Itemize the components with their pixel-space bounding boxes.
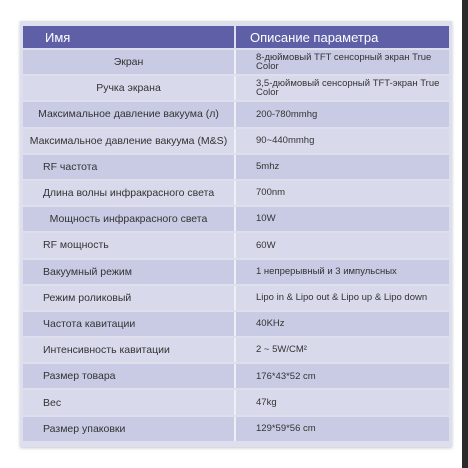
parameter-value: 1 непрерывный и 3 импульсных (236, 260, 449, 284)
table-row (23, 155, 449, 179)
spec-table (23, 24, 449, 443)
parameter-value: 10W (236, 207, 449, 231)
parameter-name: Экран (23, 50, 236, 74)
table-row (23, 233, 449, 257)
parameter-name: Вес (23, 390, 236, 414)
table-row (23, 129, 449, 153)
parameter-name: Размер упаковки (23, 417, 236, 441)
parameter-name: Частота кавитации (23, 312, 236, 336)
parameter-name: RF частота (23, 155, 236, 179)
parameter-name: Максимальное давление вакуума (M&S) (23, 129, 236, 153)
parameter-name: Мощность инфракрасного света (23, 207, 236, 231)
table-row (23, 102, 449, 126)
parameter-value: 700nm (236, 181, 449, 205)
parameter-value: 200-780mmhg (236, 102, 449, 126)
parameter-value: 47kg (236, 390, 449, 414)
table-row (23, 260, 449, 284)
parameter-value: 2 ~ 5W/CM² (236, 338, 449, 362)
right-edge-strip (462, 0, 468, 468)
table-row (23, 207, 449, 231)
parameter-value: 5mhz (236, 155, 449, 179)
table-row (23, 76, 449, 100)
table-row (23, 390, 449, 414)
table-row (23, 50, 449, 74)
parameter-name: Максимальное давление вакуума (л) (23, 102, 236, 126)
table-row (23, 286, 449, 310)
parameter-name: Режим роликовый (23, 286, 236, 310)
header-name: Имя (23, 26, 236, 48)
table-header-row (23, 26, 449, 48)
parameter-value: 90~440mmhg (236, 129, 449, 153)
table-body (23, 50, 449, 441)
table-row (23, 181, 449, 205)
parameter-name: Интенсивность кавитации (23, 338, 236, 362)
parameter-name: Ручка экрана (23, 76, 236, 100)
parameter-value: 3,5-дюймовый сенсорный TFT-экран True Color (236, 76, 449, 100)
parameter-name: Длина волны инфракрасного света (23, 181, 236, 205)
header-description: Описание параметра (236, 26, 449, 48)
parameter-name: RF мощность (23, 233, 236, 257)
table-row (23, 364, 449, 388)
parameter-value: 129*59*56 cm (236, 417, 449, 441)
parameter-value: 40KHz (236, 312, 449, 336)
parameter-value: 8-дюймовый TFT сенсорный экран True Color (236, 50, 449, 74)
table-row (23, 312, 449, 336)
spec-sheet (20, 21, 452, 447)
parameter-value: 60W (236, 233, 449, 257)
parameter-name: Вакуумный режим (23, 260, 236, 284)
table-row (23, 338, 449, 362)
table-row (23, 417, 449, 441)
parameter-name: Размер товара (23, 364, 236, 388)
parameter-value: Lipo in & Lipo out & Lipo up & Lipo down (236, 286, 449, 310)
parameter-value: 176*43*52 cm (236, 364, 449, 388)
